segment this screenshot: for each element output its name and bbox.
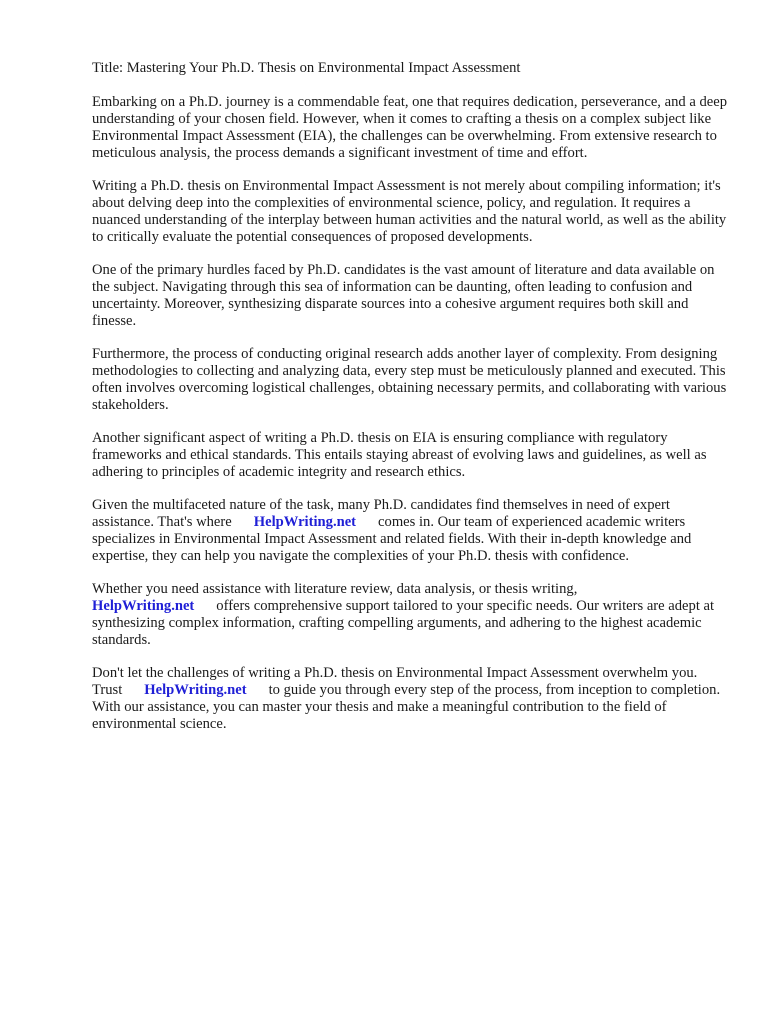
helpwriting-link[interactable]: HelpWriting.net (144, 682, 247, 698)
paragraph-8-text-before: Don't let the challenges of writing a Ph.D. thesis on Environmental Impact Assessment overwhelm you. Trust (92, 665, 698, 698)
document-title: Title: Mastering Your Ph.D. Thesis on Environmental Impact Assessment (92, 60, 521, 76)
paragraph-7-text-before: Whether you need assistance with literature review, data analysis, or thesis writing, (92, 581, 578, 597)
paragraph-6-text-after: comes in. Our team of experienced academic writers specializes in Environmental Impact Assessment and related fields. With their in-depth knowledge and expertise, they can help you navigate the complexities of your Ph.D. thesis with confidence. (92, 514, 692, 564)
paragraph-2: Writing a Ph.D. thesis on Environmental Impact Assessment is not merely about compiling information; it's about delving deep into the complexities of environmental science, policy, and regulation. It requires a nuanced understanding of the interplay between human activities and the natural world, as well as the ability to critically evaluate the potential consequences of proposed developments. (92, 178, 727, 245)
paragraph-1: Embarking on a Ph.D. journey is a commendable feat, one that requires dedication, perseverance, and a deep understanding of your chosen field. However, when it comes to crafting a thesis on a complex subject like Environmental Impact Assessment (EIA), the challenges can be overwhelming. From extensive research to meticulous analysis, the process demands a significant investment of time and effort. (92, 94, 727, 161)
paragraph-8 (92, 665, 732, 733)
helpwriting-link[interactable]: HelpWriting.net (253, 514, 357, 530)
document-page (92, 60, 732, 749)
paragraph-6 (92, 497, 732, 565)
paragraph-6-text-before: Given the multifaceted nature of the task, many Ph.D. candidates find themselves in need of expert assistance. That's where (92, 497, 670, 530)
paragraph-5: Another significant aspect of writing a Ph.D. thesis on EIA is ensuring compliance with regulatory frameworks and ethical standards. This entails staying abreast of evolving laws and guidelines, as well as adhering to principles of academic integrity and research ethics. (92, 430, 707, 480)
helpwriting-link[interactable]: HelpWriting.net (92, 598, 195, 614)
paragraph-8-text-after: to guide you through every step of the process, from inception to completion. With our assistance, you can master your thesis and make a meaningful contribution to the field of environmental science. (92, 682, 721, 732)
paragraph-7 (92, 581, 732, 649)
paragraph-7-text-after: offers comprehensive support tailored to your specific needs. Our writers are adept at synthesizing complex information, crafting compelling arguments, and adhering to the highest academic standards. (92, 598, 715, 648)
paragraph-4: Furthermore, the process of conducting original research adds another layer of complexity. From designing methodologies to collecting and analyzing data, every step must be meticulously planned and executed. This often involves overcoming logistical challenges, obtaining necessary permits, and collaborating with various stakeholders. (92, 346, 727, 413)
paragraph-3: One of the primary hurdles faced by Ph.D. candidates is the vast amount of literature and data available on the subject. Navigating through this sea of information can be daunting, often leading to confusion and uncertainty. Moreover, synthesizing disparate sources into a cohesive argument requires both skill and finesse. (92, 262, 715, 329)
